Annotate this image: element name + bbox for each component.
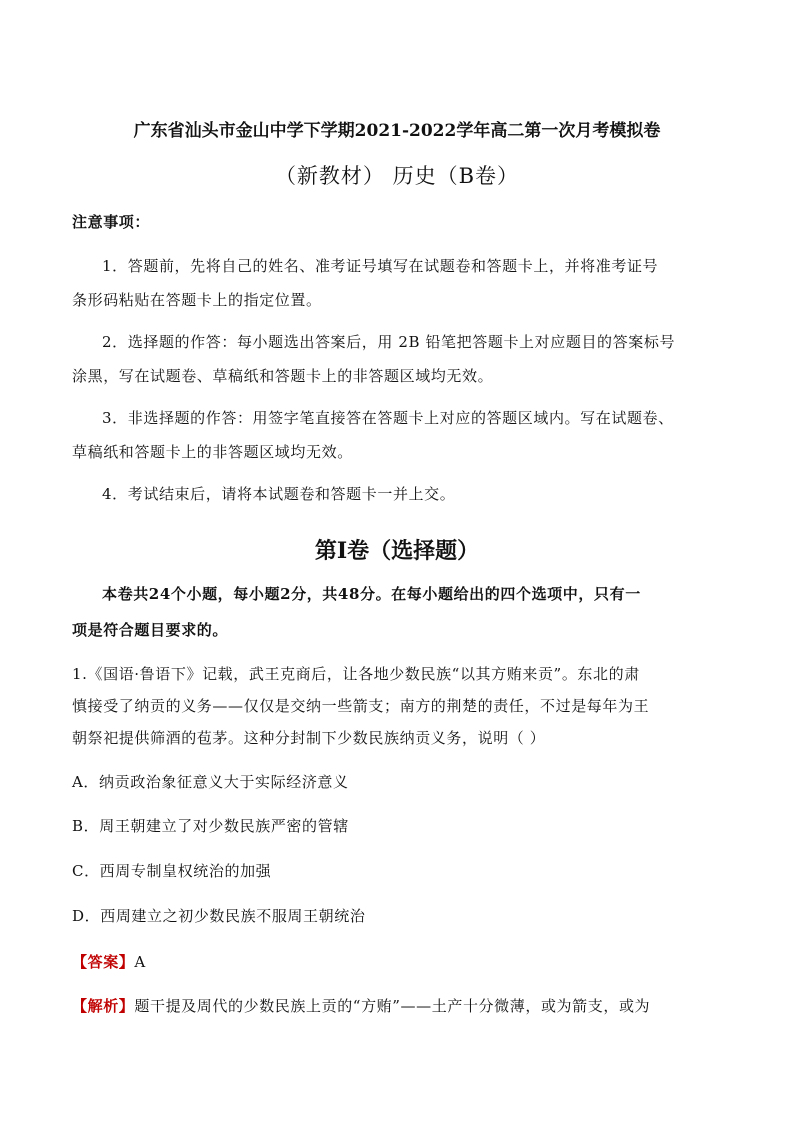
analysis-text: 题干提及周代的少数民族上贡的“方贿”——土产十分微薄，或为箭支，或为 — [134, 997, 651, 1015]
section-title: 第Ⅰ卷（选择题） — [314, 538, 480, 564]
question-stem-line3: 朝祭祀提供筛酒的苞茅。这种分封制下少数民族纳贡义务，说明（ ） — [72, 729, 546, 747]
analysis-line — [72, 996, 732, 1016]
option-b: B．周王朝建立了对少数民族严密的管辖 — [72, 817, 349, 835]
document-title: 广东省汕头市金山中学下学期2021-2022学年高二第一次月考模拟卷 — [133, 121, 661, 141]
answer-label: 【答案】 — [72, 953, 135, 971]
notice-item-2-line2: 涂黑，写在试题卷、草稿纸和答题卡上的非答题区域均无效。 — [72, 367, 494, 385]
question-stem-line2: 慎接受了纳贡的义务——仅仅是交纳一些箭支；南方的荆楚的责任，不过是每年为王 — [72, 697, 650, 715]
answer-value: A — [134, 953, 146, 971]
notice-item-1-line2: 条形码粘贴在答题卡上的指定位置。 — [72, 291, 322, 309]
answer-line — [72, 952, 732, 972]
section-intro-line1: 本卷共24个小题，每小题2分，共48分。在每小题给出的四个选项中，只有一 — [102, 585, 641, 603]
document-subtitle: （新教材） 历史（B卷） — [274, 164, 520, 188]
notice-item-3-line1: 3．非选择题的作答：用签字笔直接答在答题卡上对应的答题区域内。写在试题卷、 — [102, 409, 674, 427]
notice-heading: 注意事项： — [72, 213, 151, 231]
notice-item-4-line1: 4．考试结束后，请将本试题卷和答题卡一并上交。 — [102, 485, 456, 503]
notice-item-2-line1: 2．选择题的作答：每小题选出答案后，用 2B 铅笔把答题卡上对应题目的答案标号 — [102, 333, 676, 351]
analysis-label: 【解析】 — [72, 997, 135, 1015]
option-a: A．纳贡政治象征意义大于实际经济意义 — [72, 773, 349, 791]
option-c: C．西周专制皇权统治的加强 — [72, 862, 272, 880]
section-intro-line2: 项是符合题目要求的。 — [72, 621, 229, 639]
notice-item-1-line1: 1．答题前，先将自己的姓名、准考证号填写在试题卷和答题卡上，并将准考证号 — [102, 257, 659, 275]
question-stem-line1: 1.《国语·鲁语下》记载，武王克商后，让各地少数民族“以其方贿来贡”。东北的肃 — [72, 665, 640, 683]
notice-item-3-line2: 草稿纸和答题卡上的非答题区域均无效。 — [72, 443, 353, 461]
option-d: D．西周建立之初少数民族不服周王朝统治 — [72, 907, 366, 925]
